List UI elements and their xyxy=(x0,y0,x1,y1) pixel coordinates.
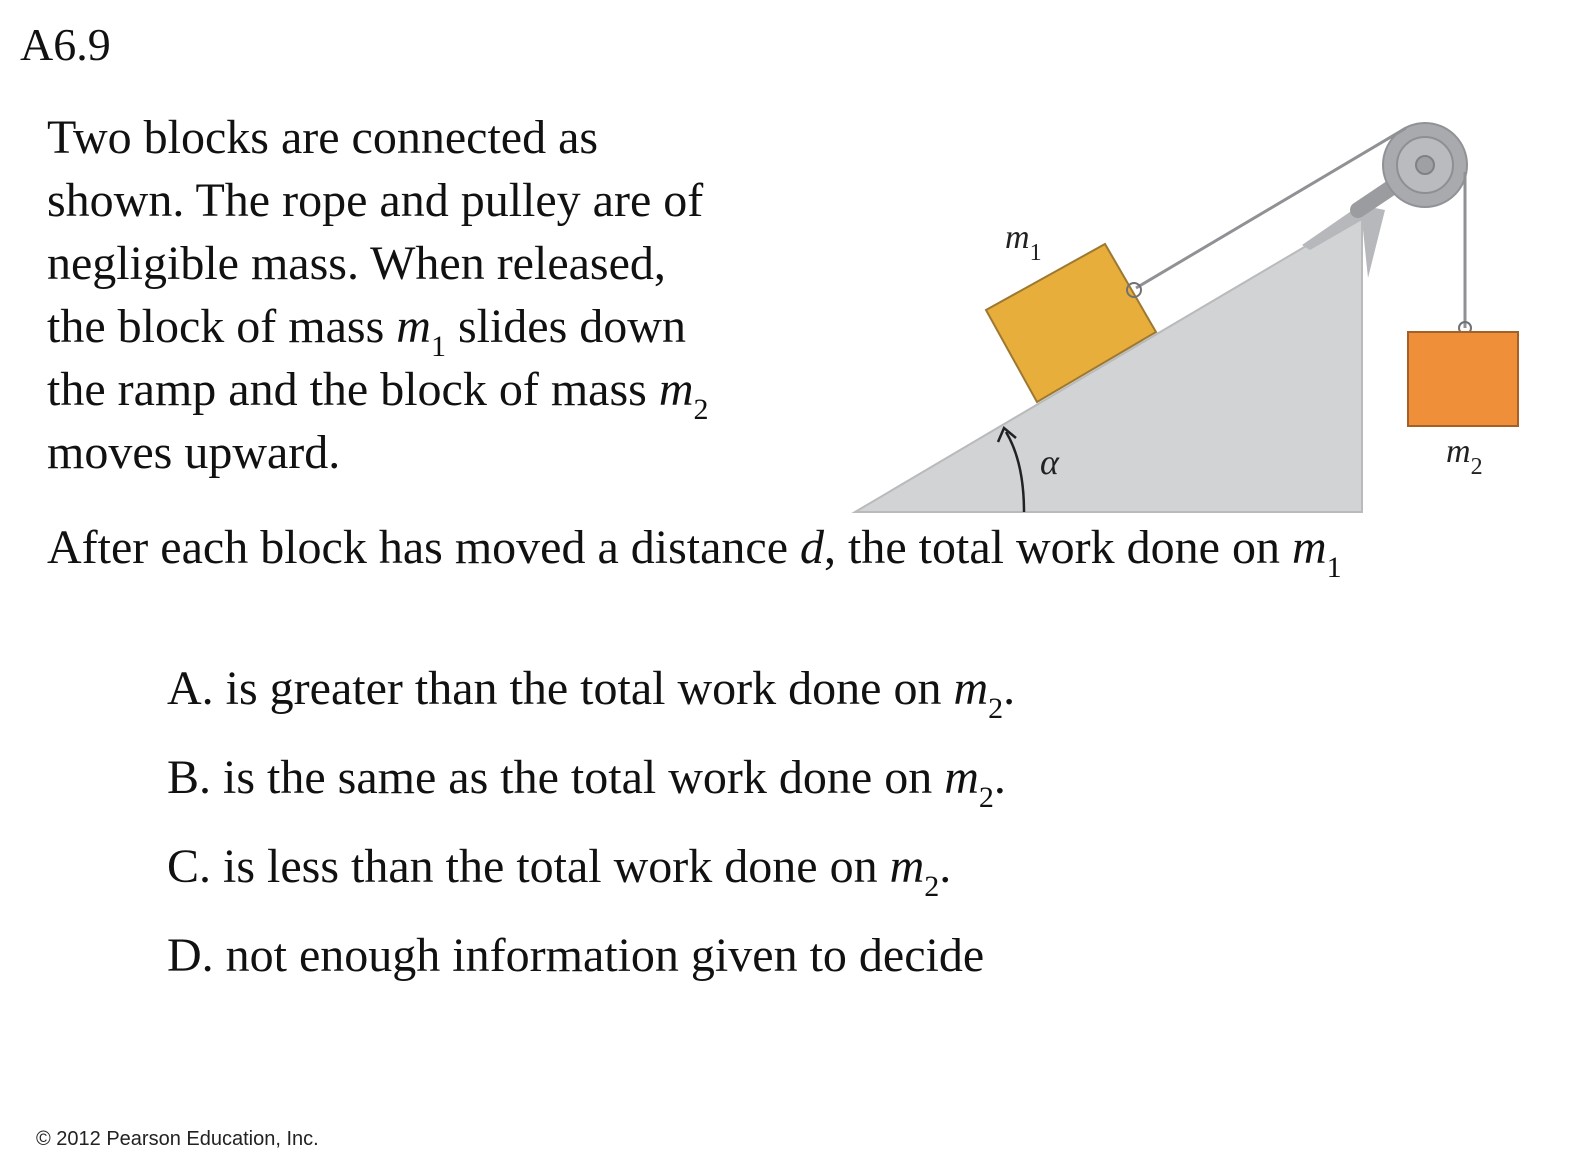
block-m2 xyxy=(1408,332,1518,426)
ramp-pulley-diagram xyxy=(840,110,1540,520)
choice-b[interactable]: B. is the same as the total work done on $m_2$. xyxy=(167,751,1006,814)
label-m1: $m_1$ xyxy=(1005,219,1042,266)
stem-line-5: the ramp and the block of mass $m_2$ xyxy=(47,363,709,426)
slide-id: A6.9 xyxy=(20,19,111,70)
answer-choices xyxy=(167,658,1015,1014)
choice-a[interactable]: A. is greater than the total work done on $m_2$. xyxy=(167,662,1016,725)
label-alpha: α xyxy=(1040,442,1059,482)
stem-line-2: shown. The rope and pulley are of xyxy=(47,174,704,227)
subscript: 2 xyxy=(693,393,709,426)
var-m: m xyxy=(396,300,431,353)
subscript: 1 xyxy=(1326,551,1342,584)
stem-line-3: negligible mass. When released, xyxy=(47,237,666,290)
question-line: After each block has moved a distance d, the total work done on $m_1$ xyxy=(47,521,1342,584)
choice-c[interactable]: C. is less than the total work done on $m_2$. xyxy=(167,840,952,903)
label-m2: $m_2$ xyxy=(1446,433,1483,480)
pulley-axle xyxy=(1416,156,1434,174)
stem-line-6: moves upward. xyxy=(47,426,341,479)
subscript: 1 xyxy=(430,330,446,363)
var-d: d xyxy=(800,521,825,574)
var-m: m xyxy=(1291,521,1327,574)
problem-stem xyxy=(47,106,827,484)
stem-line-4: the block of mass $m_1$ slides down xyxy=(47,300,686,363)
copyright-notice: © 2012 Pearson Education, Inc. xyxy=(36,1128,319,1150)
stem-line-1: Two blocks are connected as xyxy=(47,111,599,164)
var-m: m xyxy=(658,363,694,416)
choice-d[interactable]: D. not enough information given to decide xyxy=(167,929,985,982)
